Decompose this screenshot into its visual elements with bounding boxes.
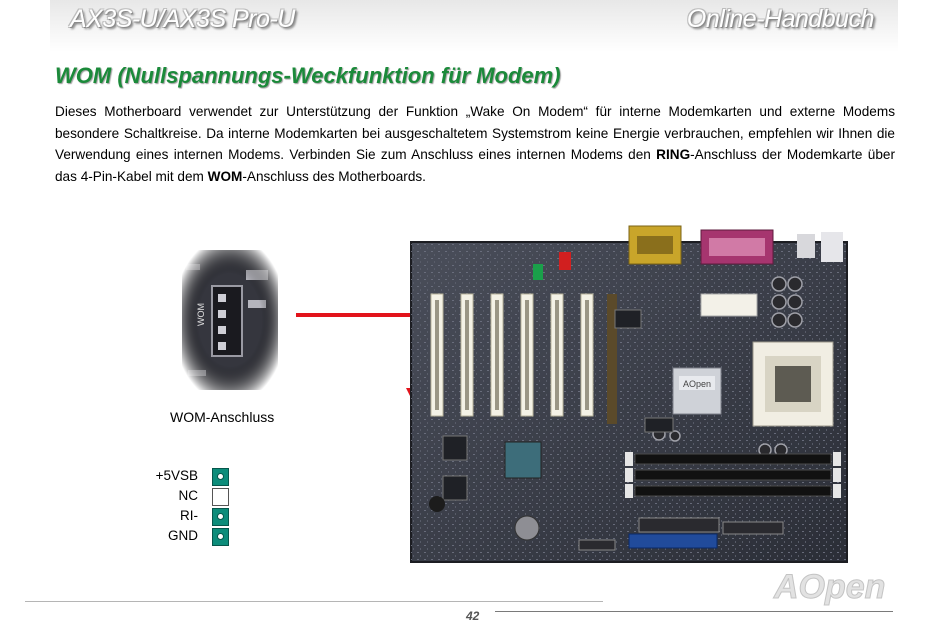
footer-rule-right (495, 611, 893, 612)
paragraph-text-1: Dieses Motherboard verwendet zur Unterstützung der Funktion „Wake On Modem“ für interne Modemkarten und externe Modems besondere Schaltkreise. Da interne Modemkarten bei ausgeschaltetem Systemstrom keine Energie verbrauchen, empfehlen wir Ihnen die Verwendung eines internen Modems. Verbinden Sie zum Anschluss eines internen Modems den (55, 104, 895, 162)
header-product-title: AX3S-U/AX3S Pro-U (70, 5, 295, 33)
wom-connector-label: WOM-Anschluss (170, 409, 275, 425)
header-manual-title: Online-Handbuch (686, 5, 874, 33)
paragraph-text-2: -Anschluss der Modemkarte über das 4-Pin-Kabel mit dem (55, 147, 895, 184)
pointer-arrow-horizontal (296, 313, 418, 317)
section-title: WOM (Nullspannungs-Weckfunktion für Modem) (55, 63, 561, 88)
pin-2-icon (212, 488, 229, 506)
pin-1-icon (212, 468, 229, 486)
pin-label-gnd: GND (168, 528, 198, 543)
footer-rule-left (25, 601, 603, 602)
pin-4-icon (212, 528, 229, 546)
board-silkscreen-label: AOpen (682, 379, 712, 389)
aopen-logo (772, 566, 890, 606)
page-number: 42 (466, 609, 480, 623)
wom-connector-photo (182, 250, 278, 390)
paragraph-text-3: -Anschluss des Motherboards. (242, 168, 426, 184)
paragraph-bold-wom: WOM (207, 168, 243, 184)
pin-label-5vsb: +5VSB (155, 468, 198, 483)
body-paragraph (55, 101, 895, 187)
paragraph-bold-ring: RING (656, 147, 691, 162)
header-band (50, 0, 898, 52)
pin-label-ri: RI- (180, 508, 198, 523)
aopen-logo-text: AOpen (774, 568, 886, 606)
pin-label-nc: NC (178, 488, 198, 503)
pin-3-icon (212, 508, 229, 526)
motherboard-image (409, 222, 850, 565)
